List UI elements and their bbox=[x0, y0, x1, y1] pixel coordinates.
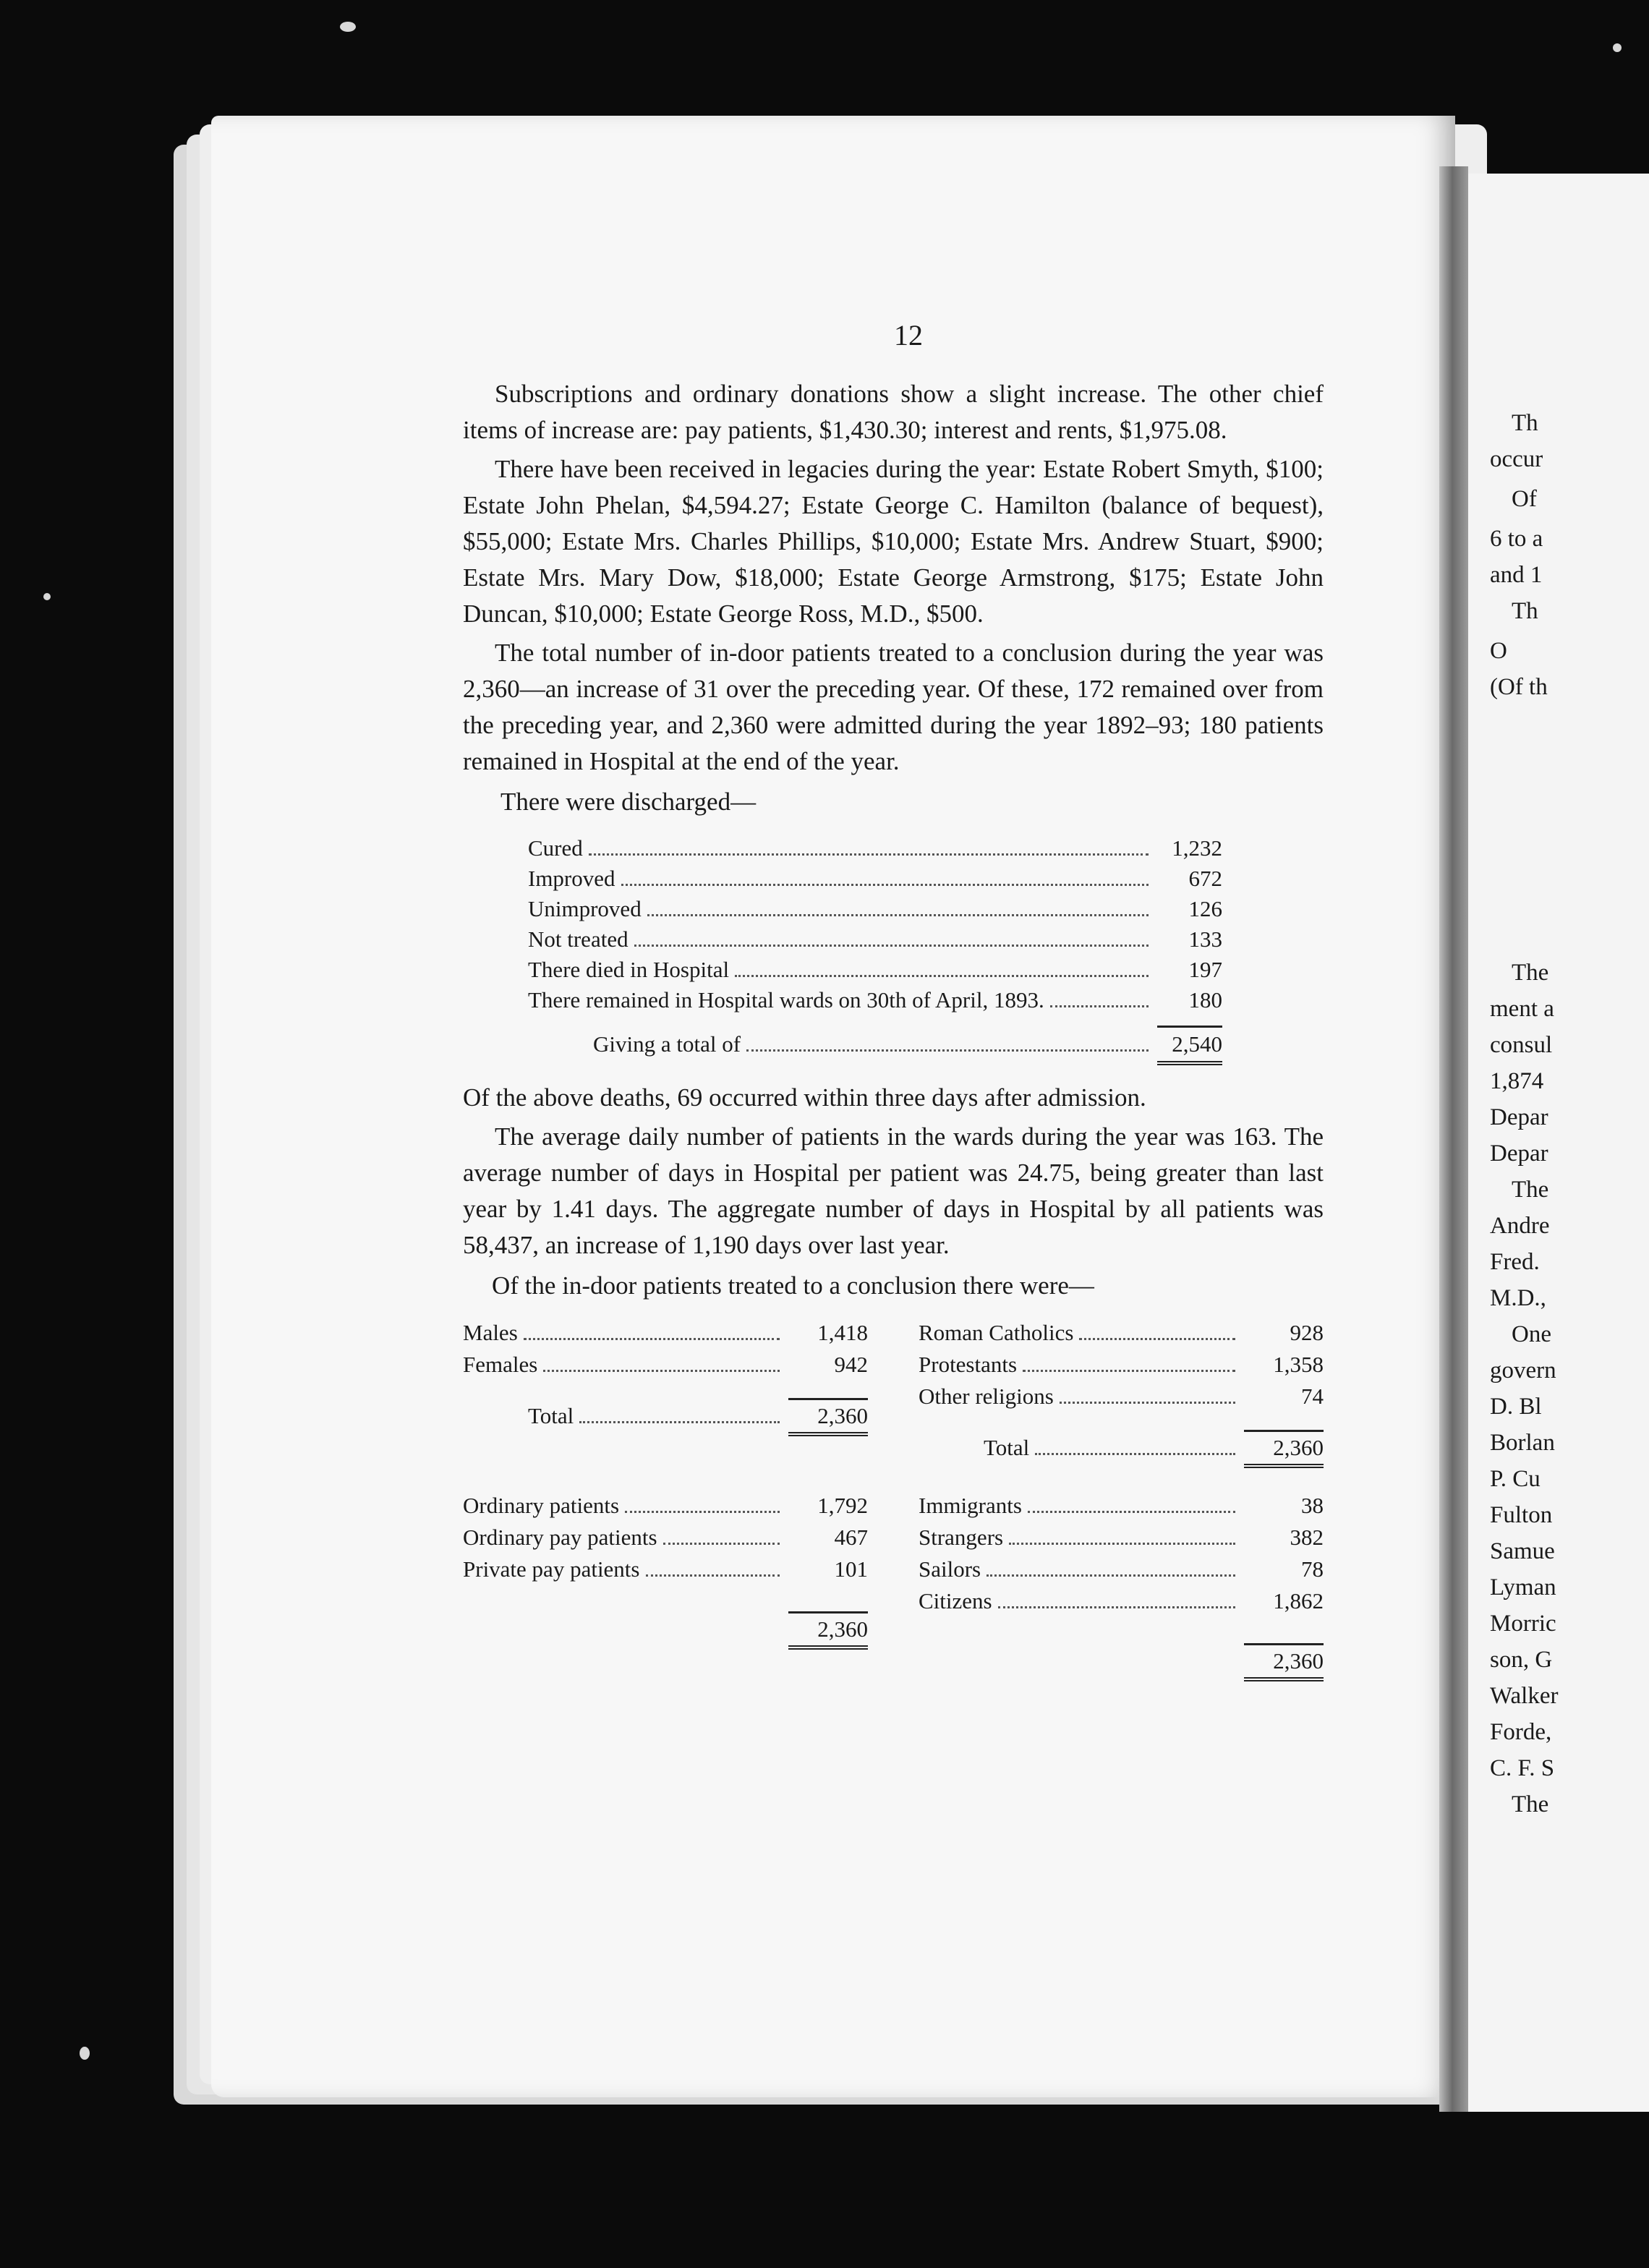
right-page-text: govern bbox=[1490, 1357, 1556, 1384]
discharged-label: There remained in Hospital wards on 30th of April, 1893. bbox=[528, 987, 1044, 1012]
religion-row bbox=[919, 1317, 1324, 1349]
patient_type-total-row bbox=[463, 1611, 868, 1650]
patient_type-label: Ordinary patients bbox=[463, 1493, 620, 1518]
dot-leader bbox=[625, 1511, 780, 1513]
right-page-text: Borlan bbox=[1490, 1430, 1555, 1456]
total-value: 2,540 bbox=[1157, 1026, 1222, 1065]
discharged-row bbox=[528, 985, 1222, 1015]
religion-total-label: Total bbox=[984, 1435, 1030, 1460]
religion-row bbox=[919, 1381, 1324, 1412]
dot-leader bbox=[1009, 1543, 1235, 1545]
right-page-text: Fred. bbox=[1490, 1249, 1540, 1275]
right-page-text: C. F. S bbox=[1490, 1755, 1555, 1781]
origin-label: Strangers bbox=[919, 1525, 1004, 1550]
right-page-text: One bbox=[1512, 1321, 1551, 1347]
origin-row bbox=[919, 1585, 1324, 1617]
discharged-row bbox=[528, 833, 1222, 864]
discharged-value: 180 bbox=[1188, 987, 1222, 1012]
dot-leader bbox=[1023, 1370, 1235, 1372]
origin-table bbox=[919, 1490, 1324, 1681]
religion-value: 1,358 bbox=[1273, 1352, 1324, 1377]
right-page-text: Walker bbox=[1490, 1683, 1559, 1709]
dot-leader bbox=[543, 1370, 780, 1372]
dot-leader bbox=[524, 1338, 780, 1340]
dot-leader bbox=[646, 1574, 780, 1577]
sex-table bbox=[463, 1317, 868, 1468]
book-gutter bbox=[1439, 166, 1468, 2112]
discharged-total bbox=[528, 1026, 1222, 1065]
dot-leader bbox=[589, 853, 1149, 856]
right-page-text: M.D., bbox=[1490, 1285, 1546, 1311]
sex-total-row bbox=[463, 1398, 868, 1436]
origin-label: Sailors bbox=[919, 1556, 981, 1582]
discharged-value: 126 bbox=[1188, 896, 1222, 921]
right-page-text: ment a bbox=[1490, 996, 1554, 1022]
right-page-text: son, G bbox=[1490, 1647, 1553, 1673]
discharged-value: 1,232 bbox=[1172, 835, 1222, 861]
right-page-text: Depar bbox=[1490, 1104, 1548, 1130]
patient_type-row bbox=[463, 1522, 868, 1553]
scan-speck bbox=[1613, 43, 1622, 52]
religion-value: 928 bbox=[1290, 1320, 1324, 1345]
discharged-row bbox=[528, 864, 1222, 894]
right-page-text: 6 to a bbox=[1490, 526, 1543, 552]
origin-label: Immigrants bbox=[919, 1493, 1022, 1518]
right-page-text: Th bbox=[1512, 410, 1538, 436]
dot-leader bbox=[621, 884, 1149, 886]
right-page-text: The bbox=[1512, 1177, 1549, 1203]
religion-label: Other religions bbox=[919, 1384, 1054, 1409]
patient_type-label: Private pay patients bbox=[463, 1556, 640, 1582]
dot-leader bbox=[746, 1049, 1149, 1052]
scan-speck bbox=[80, 2047, 90, 2060]
right-page-fragment bbox=[1468, 174, 1649, 2112]
right-page-text: Fulton bbox=[1490, 1502, 1553, 1528]
sex-total-value: 2,360 bbox=[788, 1398, 868, 1436]
sex-total-label: Total bbox=[528, 1403, 574, 1428]
sex-label: Females bbox=[463, 1352, 538, 1377]
classification-tables-bottom bbox=[463, 1490, 1324, 1681]
religion-table bbox=[919, 1317, 1324, 1468]
origin-row bbox=[919, 1522, 1324, 1553]
patient_type-value: 101 bbox=[834, 1556, 868, 1582]
dot-leader bbox=[1079, 1338, 1235, 1340]
dot-leader bbox=[998, 1606, 1235, 1608]
right-page-text: consul bbox=[1490, 1032, 1553, 1058]
right-page-text: P. Cu bbox=[1490, 1466, 1541, 1492]
paragraph-average: The average daily number of patients in the wards during the year was 163. The average number of days in Hospital per patient was 24.75, being greater than last year by 1.41 days. The aggregate number of days in Hospital by all patients was 58,437, an increase of 1,190 days over last year. bbox=[463, 1122, 1324, 1259]
right-page-text: Of bbox=[1512, 486, 1537, 512]
discharged-value: 672 bbox=[1188, 866, 1222, 891]
right-page-text: and 1 bbox=[1490, 562, 1543, 588]
sex-label: Males bbox=[463, 1320, 518, 1345]
dot-leader bbox=[1050, 1005, 1149, 1007]
discharged-row bbox=[528, 955, 1222, 985]
dot-leader bbox=[987, 1574, 1235, 1577]
dot-leader bbox=[634, 945, 1149, 947]
right-page-text: (Of th bbox=[1490, 674, 1548, 700]
dot-leader bbox=[647, 914, 1149, 916]
religion-total-row bbox=[919, 1430, 1324, 1468]
scan-speck bbox=[43, 593, 51, 600]
right-page-text: Lyman bbox=[1490, 1574, 1556, 1600]
discharged-value: 133 bbox=[1188, 926, 1222, 952]
right-page-text: The bbox=[1512, 1791, 1549, 1817]
paragraph-total-patients: The total number of in-door patients treated to a conclusion during the year was 2,360—an increase of 31 over the preceding year. Of these, 172 remained over from the preceding year, and 2,360 were admitted during the year 1892–93; 180 patients remained in Hospital at the end of the year. bbox=[463, 639, 1324, 775]
origin-row bbox=[919, 1553, 1324, 1585]
discharged-label: Improved bbox=[528, 866, 615, 891]
right-page-text: Depar bbox=[1490, 1141, 1548, 1167]
right-page-text: Forde, bbox=[1490, 1719, 1552, 1745]
origin-row bbox=[919, 1490, 1324, 1522]
right-page-text: Samue bbox=[1490, 1538, 1555, 1564]
religion-label: Roman Catholics bbox=[919, 1320, 1074, 1345]
page-content bbox=[463, 318, 1324, 1681]
religion-label: Protestants bbox=[919, 1352, 1018, 1377]
origin-value: 78 bbox=[1301, 1556, 1324, 1582]
right-page-text: Morric bbox=[1490, 1611, 1556, 1637]
religion-total-value: 2,360 bbox=[1244, 1430, 1324, 1468]
right-page-text: occur bbox=[1490, 446, 1543, 472]
discharged-table bbox=[528, 833, 1222, 1015]
patient_type-label: Ordinary pay patients bbox=[463, 1525, 657, 1550]
discharged-intro: There were discharged— bbox=[500, 788, 757, 816]
discharged-row bbox=[528, 924, 1222, 955]
discharged-label: There died in Hospital bbox=[528, 957, 730, 982]
discharged-label: Not treated bbox=[528, 926, 629, 952]
patient_type-row bbox=[463, 1553, 868, 1585]
origin-value: 38 bbox=[1301, 1493, 1324, 1518]
dot-leader bbox=[735, 975, 1149, 977]
right-page-text: The bbox=[1512, 960, 1549, 986]
paragraph-subscriptions: Subscriptions and ordinary donations show a slight increase. The other chief items of increase are: pay patients, $1,430.30; interest and rents, $1,975.08. bbox=[463, 380, 1324, 444]
discharged-row bbox=[528, 894, 1222, 924]
paragraph-legacies: There have been received in legacies during the year: Estate Robert Smyth, $100; Estate John Phelan, $4,594.27; Estate George C. Hamilton (balance of bequest), $55,000; Estate Mrs. Charles Phillips, $10,000; Estate Mrs. Andrew Stuart, $900; Estate Mrs. Mary Dow, $18,000; Estate George Armstrong, $175; Estate John Duncan, $10,000; Estate George Ross, M.D., $500. bbox=[463, 455, 1324, 628]
classification-tables-top bbox=[463, 1317, 1324, 1468]
dot-leader bbox=[1060, 1402, 1235, 1404]
discharged-label: Unimproved bbox=[528, 896, 642, 921]
discharged-label: Cured bbox=[528, 835, 583, 861]
patient-type-table bbox=[463, 1490, 868, 1681]
religion-row bbox=[919, 1349, 1324, 1381]
right-page-text: Andre bbox=[1490, 1213, 1550, 1239]
dot-leader bbox=[1028, 1511, 1235, 1513]
dot-leader bbox=[1035, 1453, 1235, 1455]
paragraph-deaths: Of the above deaths, 69 occurred within three days after admission. bbox=[463, 1083, 1146, 1112]
sex-value: 1,418 bbox=[817, 1320, 868, 1345]
patient_type-value: 467 bbox=[834, 1525, 868, 1550]
patient_type-row bbox=[463, 1490, 868, 1522]
total-label: Giving a total of bbox=[593, 1031, 741, 1057]
right-page-text: 1,874 bbox=[1490, 1068, 1544, 1094]
dot-leader bbox=[663, 1543, 780, 1545]
patient_type-value: 1,792 bbox=[817, 1493, 868, 1518]
scan-speck bbox=[340, 22, 356, 32]
right-page-text: D. Bl bbox=[1490, 1394, 1542, 1420]
religion-value: 74 bbox=[1301, 1384, 1324, 1409]
origin-value: 382 bbox=[1290, 1525, 1324, 1550]
origin-total-value: 2,360 bbox=[1244, 1643, 1324, 1681]
origin-value: 1,862 bbox=[1273, 1588, 1324, 1613]
patient_type-total-value: 2,360 bbox=[788, 1611, 868, 1650]
page-number: 12 bbox=[894, 319, 923, 351]
sex-row bbox=[463, 1317, 868, 1349]
origin-total-row bbox=[919, 1643, 1324, 1681]
dot-leader bbox=[579, 1421, 780, 1423]
origin-label: Citizens bbox=[919, 1588, 992, 1613]
discharged-value: 197 bbox=[1188, 957, 1222, 982]
conclusion-intro: Of the in-door patients treated to a conclusion there were— bbox=[492, 1271, 1094, 1300]
right-page-text: Th bbox=[1512, 598, 1538, 624]
sex-value: 942 bbox=[834, 1352, 868, 1377]
discharged-total-row bbox=[593, 1026, 1222, 1065]
sex-row bbox=[463, 1349, 868, 1381]
right-page-text: O bbox=[1490, 638, 1507, 664]
